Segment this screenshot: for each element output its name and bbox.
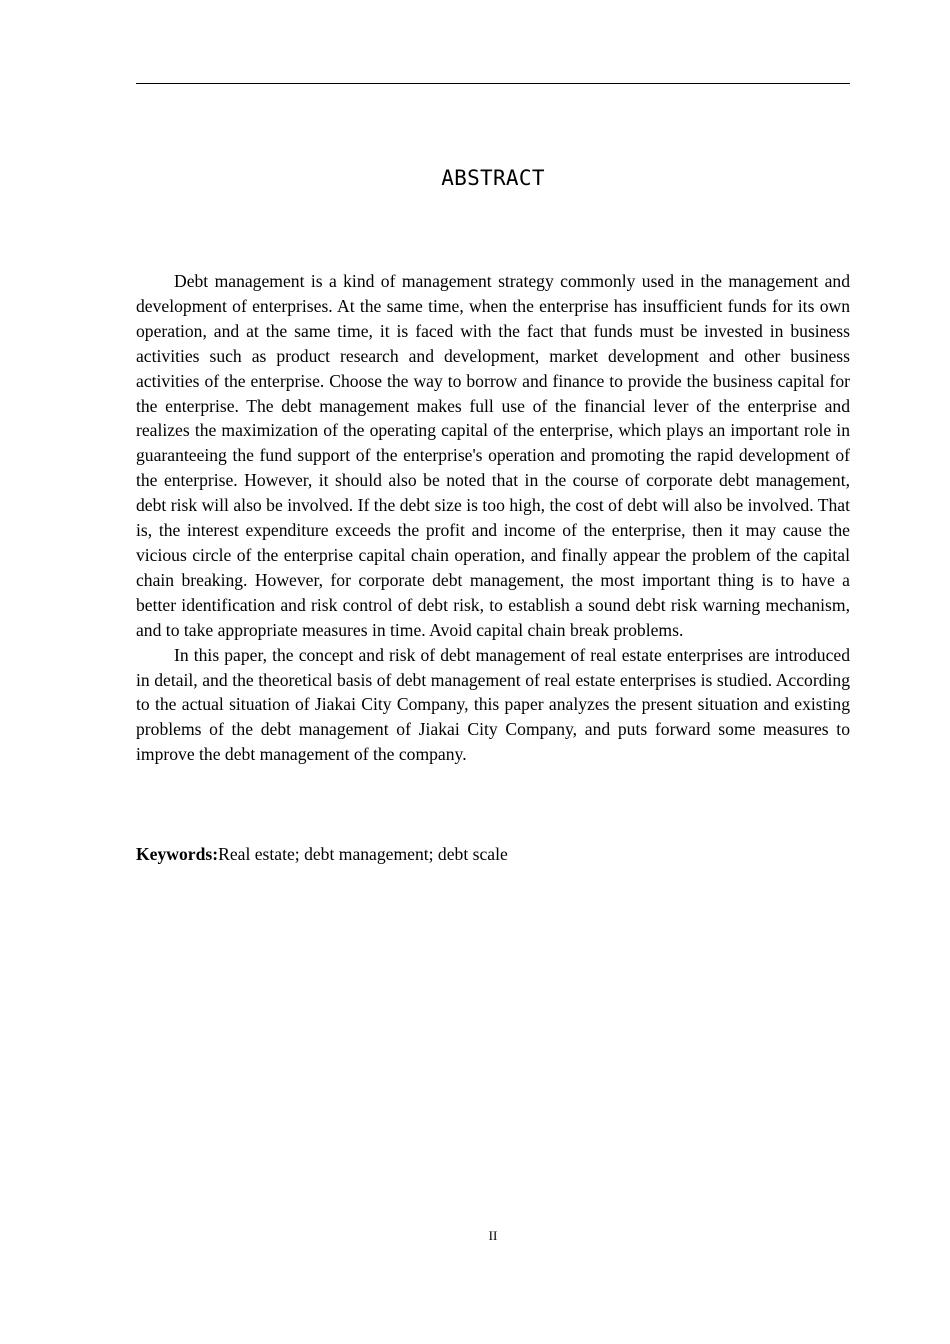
keywords-label: Keywords: (136, 844, 219, 864)
abstract-body (136, 269, 850, 767)
header-rule (136, 83, 850, 84)
keywords-line (136, 842, 850, 867)
page-number: II (488, 1228, 498, 1243)
page-title: ABSTRACT (441, 166, 545, 190)
keywords-text: Real estate; debt management; debt scale (218, 844, 508, 864)
abstract-paragraph-2: In this paper, the concept and risk of debt management of real estate enterprises are introduced in detail, and the theoretical basis of debt management of real estate enterprises is studied. According to the actual situation of Jiakai City Company, this paper analyzes the present situation and existing problems of the debt management of Jiakai City Company, and puts forward some measures to improve the debt management of the company. (136, 644, 850, 765)
abstract-paragraph-1: Debt management is a kind of management strategy commonly used in the management and development of enterprises. At the same time, when the enterprise has insufficient funds for its own operation, and at the same time, it is faced with the fact that funds must be invested in business activities such as product research and development, market development and other business activities of the enterprise. Choose the way to borrow and finance to provide the business capital for the enterprise. The debt management makes full use of the financial lever of the enterprise and realizes the maximization of the operating capital of the enterprise, which plays an important role in guaranteeing the fund support of the enterprise's operation and promoting the rapid development of the enterprise. However, it should also be noted that in the course of corporate debt management, debt risk will also be involved. If the debt size is too high, the cost of debt will also be involved. That is, the interest expenditure exceeds the profit and income of the enterprise, then it may cause the vicious circle of the enterprise capital chain operation, and finally appear the problem of the capital chain breaking. However, for corporate debt management, the most important thing is to have a better identification and risk control of debt risk, to establish a sound debt risk warning mechanism, and to take appropriate measures in time. Avoid capital chain break problems. (136, 271, 850, 640)
